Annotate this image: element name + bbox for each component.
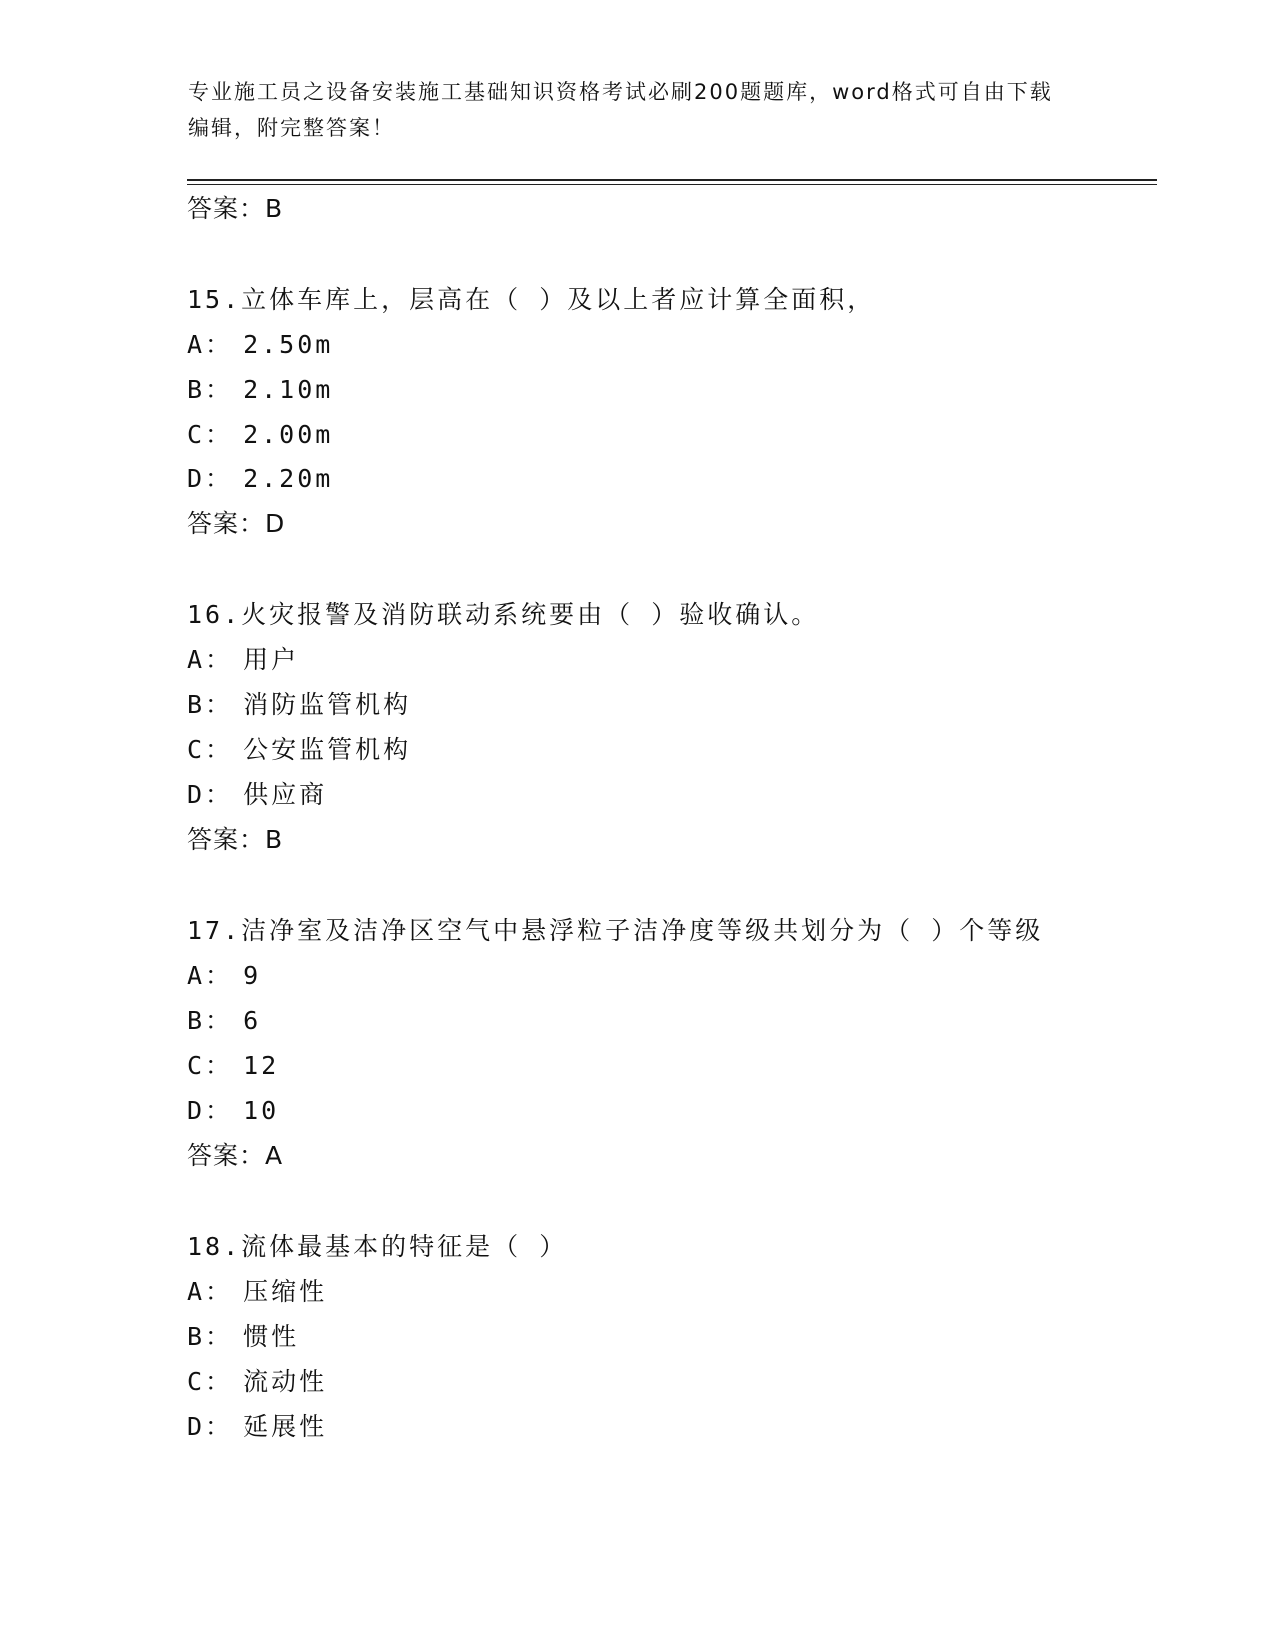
answer-label: 答案：: [187, 194, 266, 223]
option-text: 2.10m: [243, 375, 334, 404]
option-text: 10: [243, 1096, 280, 1125]
option-text: 9: [243, 961, 262, 990]
option-text: 惯性: [243, 1322, 300, 1351]
option-key: D：: [187, 1412, 234, 1441]
answer-value: B: [265, 825, 284, 854]
option-a: [187, 644, 299, 676]
option-key: C：: [187, 420, 234, 449]
option-key: B：: [187, 1006, 234, 1035]
option-a: [187, 329, 333, 361]
option-key: A：: [187, 330, 234, 359]
option-key: A：: [187, 961, 234, 990]
option-key: C：: [187, 1051, 234, 1080]
option-c: [187, 734, 411, 766]
option-text: 用户: [243, 645, 300, 674]
answer-line: [187, 1140, 283, 1172]
option-text: 2.00m: [243, 420, 334, 449]
document-header: 专业施工员之设备安装施工基础知识资格考试必刷200题题库，word格式可自由下载编辑，附完整答案！: [188, 80, 1053, 140]
header-divider-thick: [187, 179, 1157, 181]
option-key: B：: [187, 375, 234, 404]
option-text: 流动性: [243, 1367, 328, 1396]
answer-line: [187, 824, 283, 856]
answer-value: A: [265, 1141, 284, 1170]
option-a: [187, 1276, 327, 1308]
option-c: [187, 419, 333, 451]
option-text: 2.50m: [243, 330, 334, 359]
option-key: A：: [187, 645, 234, 674]
question-stem: 15.立体车库上，层高在（ ）及以上者应计算全面积，: [187, 285, 876, 314]
option-b: [187, 374, 333, 406]
option-key: D：: [187, 780, 234, 809]
option-b: [187, 689, 411, 721]
option-text: 延展性: [243, 1412, 328, 1441]
option-d: [187, 1095, 279, 1127]
option-text: 2.20m: [243, 464, 334, 493]
option-text: 压缩性: [243, 1277, 328, 1306]
option-b: [187, 1321, 299, 1353]
option-text: 公安监管机构: [243, 735, 412, 764]
option-c: [187, 1050, 279, 1082]
option-key: B：: [187, 1322, 234, 1351]
option-key: C：: [187, 1367, 234, 1396]
answer-value: D: [265, 509, 286, 538]
option-key: A：: [187, 1277, 234, 1306]
option-text: 6: [243, 1006, 262, 1035]
option-b: [187, 1005, 261, 1037]
option-d: [187, 1411, 327, 1443]
answer-line: [187, 508, 285, 540]
question-stem: 16.火灾报警及消防联动系统要由（ ）验收确认。: [187, 600, 820, 629]
option-key: D：: [187, 464, 234, 493]
answer-label: 答案：: [187, 1141, 266, 1170]
answer-value: B: [265, 194, 284, 223]
option-a: [187, 960, 261, 992]
question-stem: 18.流体最基本的特征是（ ）: [187, 1232, 568, 1261]
question-stem: 17.洁净室及洁净区空气中悬浮粒子洁净度等级共划分为（ ）个等级: [187, 916, 1044, 945]
option-key: C：: [187, 735, 234, 764]
option-d: [187, 779, 327, 811]
option-key: D：: [187, 1096, 234, 1125]
answer-label: 答案：: [187, 825, 266, 854]
header-divider-thin: [187, 184, 1157, 185]
option-key: B：: [187, 690, 234, 719]
option-text: 消防监管机构: [243, 690, 412, 719]
option-c: [187, 1366, 327, 1398]
answer-label: 答案：: [187, 509, 266, 538]
previous-answer: [187, 193, 283, 225]
option-text: 供应商: [243, 780, 328, 809]
option-text: 12: [243, 1051, 280, 1080]
option-d: [187, 463, 333, 495]
